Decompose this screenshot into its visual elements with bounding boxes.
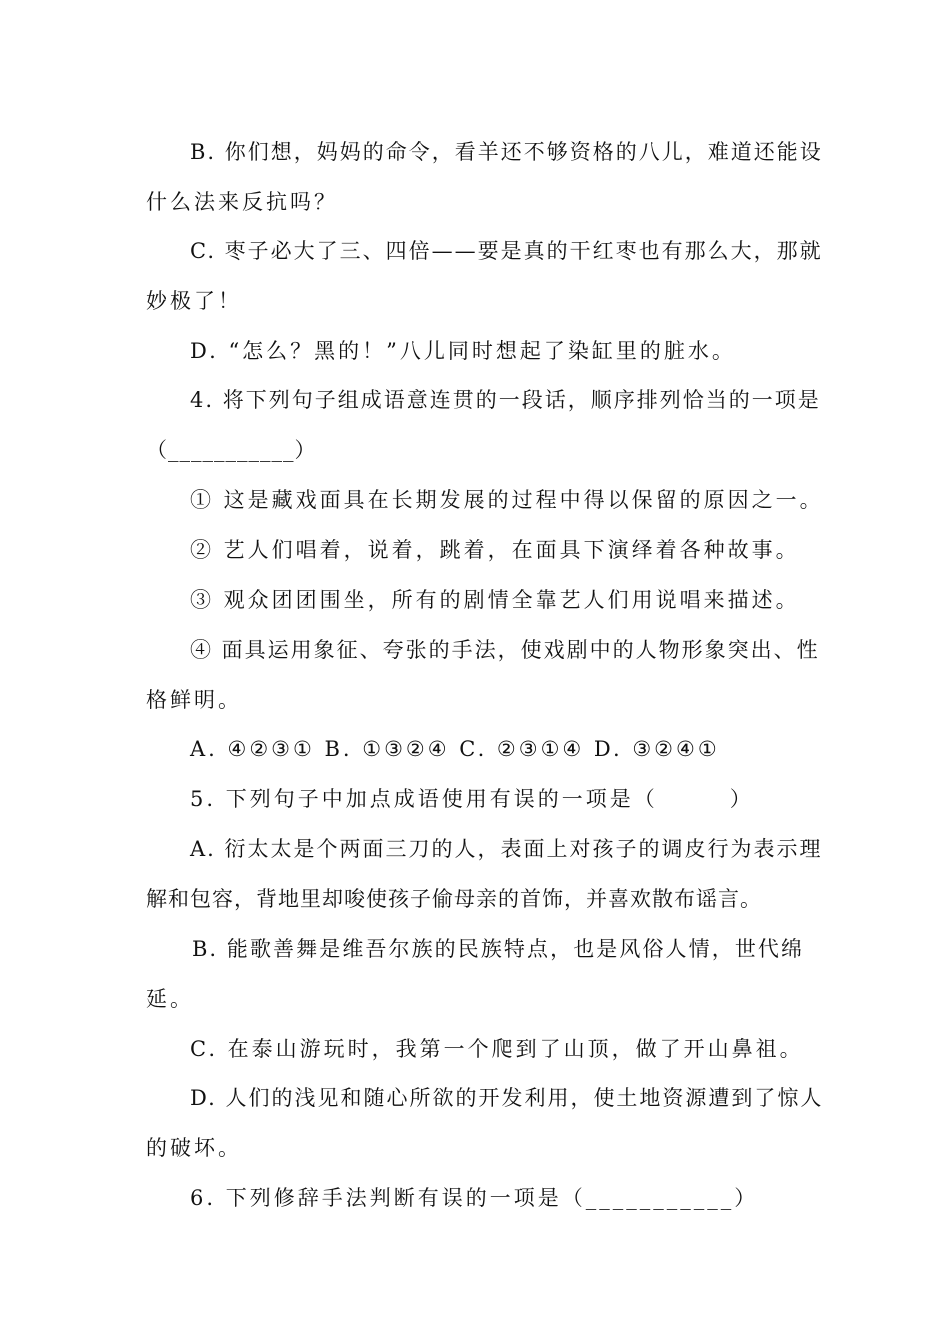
- q5-option-a-line-2: 解和包容，背地里却唆使孩子偷母亲的首饰，并喜欢散布谣言。: [146, 887, 762, 911]
- option-b-line-1: B. 你们想，妈妈的命令，看羊还不够资格的八儿，难道还能设: [190, 140, 823, 164]
- option-b-line-2: 什么法来反抗吗？: [146, 190, 338, 214]
- option-d-line: D. “怎么？黑的！”八儿同时想起了染缸里的脏水。: [190, 339, 736, 363]
- sentence-1: ① 这是藏戏面具在长期发展的过程中得以保留的原因之一。: [190, 488, 824, 512]
- question-6-stem: 6. 下列修辞手法判断有误的一项是（___________）: [190, 1186, 759, 1210]
- question-4-options: A. ④②③① B. ①③②④ C. ②③①④ D. ③②④①: [190, 737, 720, 761]
- sentence-2: ② 艺人们唱着，说着，跳着，在面具下演绎着各种故事。: [190, 538, 800, 562]
- sentence-3: ③ 观众团团围坐，所有的剧情全靠艺人们用说唱来描述。: [190, 588, 800, 612]
- question-5-stem: 5. 下列句子中加点成语使用有误的一项是（ ）: [190, 787, 754, 811]
- sentence-4-line-1: ④ 面具运用象征、夸张的手法，使戏剧中的人物形象突出、性: [190, 638, 820, 662]
- sentence-4-line-2: 格鲜明。: [146, 688, 242, 712]
- q5-option-b-line-2: 延。: [146, 987, 194, 1011]
- q5-option-c: C. 在泰山游玩时，我第一个爬到了山顶，做了开山鼻祖。: [190, 1037, 804, 1061]
- question-4-stem-line-1: 4. 将下列句子组成语意连贯的一段话，顺序排列恰当的一项是: [190, 388, 821, 412]
- q5-option-b-line-1: B. 能歌善舞是维吾尔族的民族特点，也是风俗人情，世代绵: [192, 937, 804, 961]
- q5-option-d-line-2: 的破坏。: [146, 1136, 242, 1160]
- option-c-line-2: 妙极了！: [146, 289, 242, 313]
- q5-option-a-line-1: A. 衍太太是个两面三刀的人，表面上对孩子的调皮行为表示理: [190, 837, 823, 861]
- question-4-answer-blank: （___________）: [146, 438, 317, 462]
- q5-option-d-line-1: D. 人们的浅见和随心所欲的开发利用，使土地资源遭到了惊人: [190, 1086, 824, 1110]
- option-c-line-1: C. 枣子必大了三、四倍——要是真的干红枣也有那么大，那就: [190, 239, 823, 263]
